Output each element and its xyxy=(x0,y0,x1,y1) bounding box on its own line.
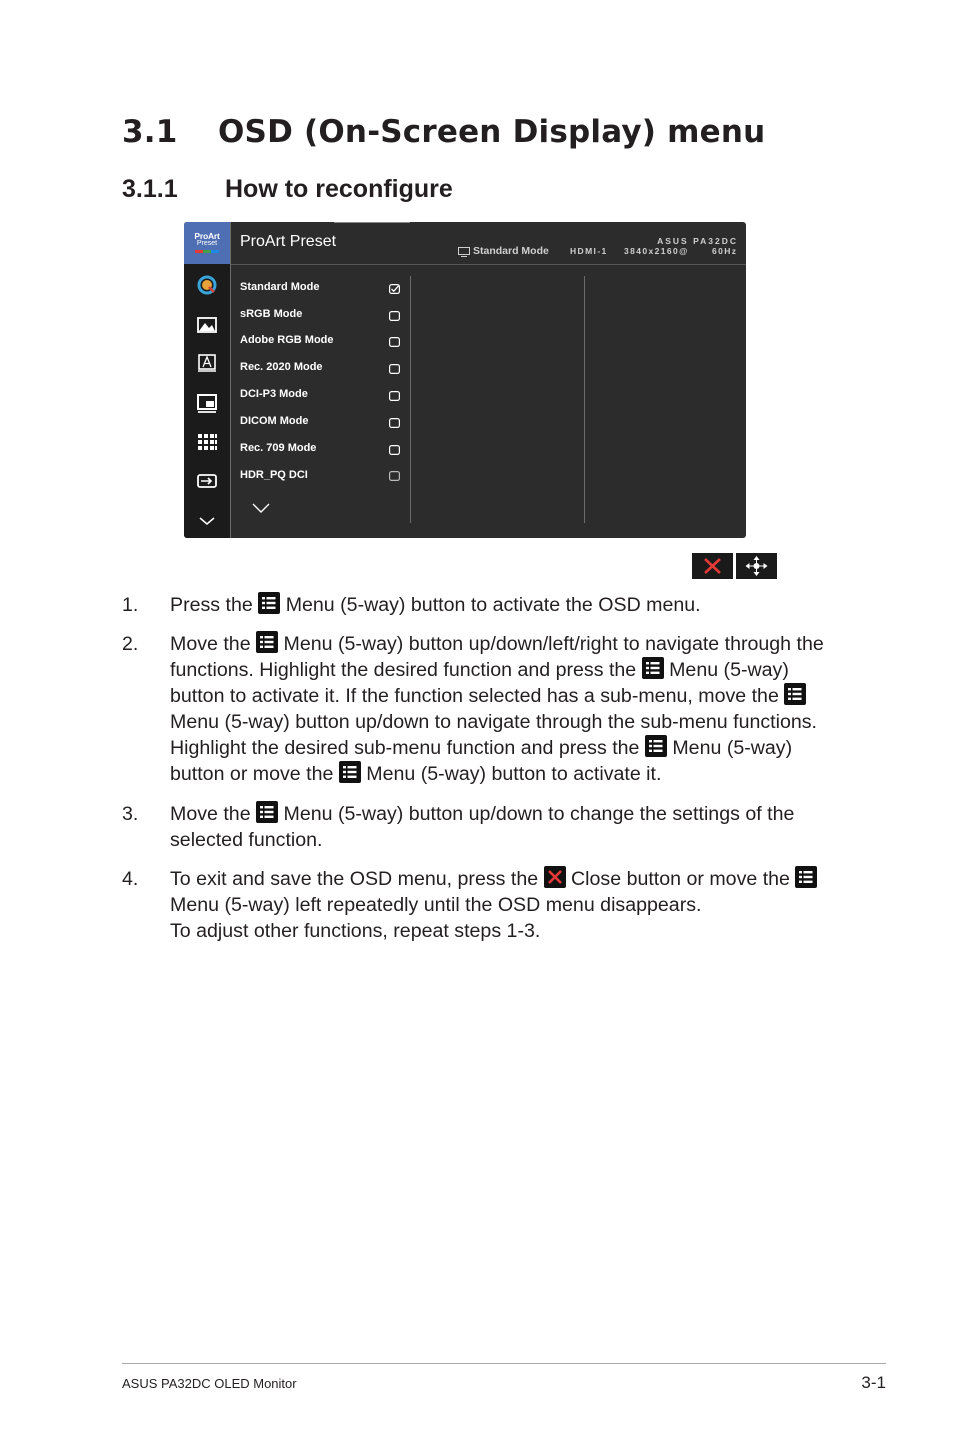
menu-icon xyxy=(784,683,806,705)
image-icon xyxy=(196,314,218,336)
step-number: 3. xyxy=(122,803,139,825)
proart-preset-tile xyxy=(184,222,230,264)
subsection-heading xyxy=(122,175,453,204)
menu-item-rec2020-mode[interactable]: Rec. 2020 Mode xyxy=(240,361,323,373)
logo-line2: Preset xyxy=(196,240,218,247)
section-heading xyxy=(122,114,765,150)
section-number: 3.1 xyxy=(122,114,178,150)
menu-icon xyxy=(642,657,664,679)
menu-icon xyxy=(256,631,278,653)
step-text xyxy=(170,592,830,618)
unchecked-box-icon[interactable] xyxy=(389,471,400,481)
tab-indicator xyxy=(334,222,410,223)
five-way-icon xyxy=(736,553,777,579)
step-text-part: Menu (5-way) button or move the xyxy=(170,737,793,785)
menu-icon xyxy=(645,735,667,757)
unchecked-box-icon[interactable] xyxy=(389,364,400,374)
logo-line1: ProArt xyxy=(194,231,220,241)
color-icon xyxy=(196,352,218,374)
step-text xyxy=(170,801,830,853)
section-title: OSD (On-Screen Display) menu xyxy=(218,114,766,150)
column-divider xyxy=(584,276,585,523)
close-icon xyxy=(692,553,733,579)
step-text-part: Menu (5-way) button to activate the OSD menu. xyxy=(285,594,701,616)
osd-title: ProArt Preset xyxy=(240,233,337,250)
proart-palette-icon xyxy=(196,274,218,296)
scroll-down-chevron-icon[interactable] xyxy=(252,502,270,514)
menu-item-dci-p3-mode[interactable]: DCI-P3 Mode xyxy=(240,388,308,400)
subsection-number: 3.1.1 xyxy=(122,175,178,203)
input-source: HDMI-1 xyxy=(570,246,608,256)
step-number: 2. xyxy=(122,633,139,655)
refresh-rate: 60Hz xyxy=(712,246,738,256)
step-number: 1. xyxy=(122,594,139,616)
footer-divider xyxy=(122,1363,886,1364)
menu-item-adobe-rgb-mode[interactable]: Adobe RGB Mode xyxy=(240,334,334,346)
chevron-down-icon xyxy=(196,510,218,532)
rgb-bar xyxy=(195,250,219,253)
step-text-part: Move the xyxy=(170,633,251,655)
step-text-part: Menu (5-way) button up/down to navigate through the sub-menu functions. Highlight the desired sub-menu function and press the xyxy=(170,711,817,759)
monitor-icon xyxy=(458,247,470,257)
resolution: 3840x2160@ xyxy=(624,246,689,256)
page-number: 3-1 xyxy=(861,1373,886,1392)
unchecked-box-icon[interactable] xyxy=(389,391,400,401)
current-mode: Standard Mode xyxy=(473,245,549,257)
pip-icon xyxy=(196,392,218,414)
menu-item-hdr-pq-dci[interactable]: HDR_PQ DCI xyxy=(240,469,308,481)
osd-sidebar xyxy=(184,222,231,538)
menu-item-dicom-mode[interactable]: DICOM Mode xyxy=(240,415,309,427)
step-text-part: Menu (5-way) left repeatedly until the OSD menu disappears. xyxy=(170,894,702,916)
step-text-part: Press the xyxy=(170,594,253,616)
close-key xyxy=(692,553,733,579)
menu-icon xyxy=(256,801,278,823)
menu-icon xyxy=(795,866,817,888)
osd-keys xyxy=(692,553,777,579)
step-text-part: To exit and save the OSD menu, press the xyxy=(170,868,539,890)
unchecked-box-icon[interactable] xyxy=(389,337,400,347)
step-text-part: Close button or move the xyxy=(571,868,790,890)
step-text-part: Menu (5-way) button up/down/left/right to navigate through the functions. Highlight the desired function and press the xyxy=(170,633,824,681)
checked-box-icon[interactable] xyxy=(389,284,400,294)
step-note: To adjust other functions, repeat steps 1-3. xyxy=(170,920,541,942)
menu-item-srgb-mode[interactable]: sRGB Mode xyxy=(240,308,303,320)
header-divider xyxy=(231,264,746,265)
unchecked-box-icon[interactable] xyxy=(389,445,400,455)
model-name: ASUS PA32DC xyxy=(657,236,738,246)
menu-icon xyxy=(258,592,280,614)
step-text xyxy=(170,631,830,787)
step-text-part: Menu (5-way) button to activate it. If the function selected has a sub-menu, move the xyxy=(170,659,789,707)
step-number: 4. xyxy=(122,868,139,890)
unchecked-box-icon[interactable] xyxy=(389,418,400,428)
step-text-part: Move the xyxy=(170,803,251,825)
step-text-part: Menu (5-way) button up/down to change the settings of the selected function. xyxy=(170,803,795,851)
menu-item-rec709-mode[interactable]: Rec. 709 Mode xyxy=(240,442,317,454)
column-divider xyxy=(410,276,411,523)
five-way-key xyxy=(736,553,777,579)
system-grid-icon xyxy=(196,431,218,453)
osd-menu-figure xyxy=(184,222,746,538)
menu-item-standard-mode[interactable]: Standard Mode xyxy=(240,281,320,293)
menu-icon xyxy=(339,761,361,783)
close-icon xyxy=(544,866,566,888)
unchecked-box-icon[interactable] xyxy=(389,311,400,321)
input-select-icon xyxy=(196,470,218,492)
subsection-title: How to reconfigure xyxy=(225,175,453,203)
step-text-part: Menu (5-way) button to activate it. xyxy=(366,763,662,785)
footer-product: ASUS PA32DC OLED Monitor xyxy=(122,1376,297,1391)
step-text xyxy=(170,866,830,944)
